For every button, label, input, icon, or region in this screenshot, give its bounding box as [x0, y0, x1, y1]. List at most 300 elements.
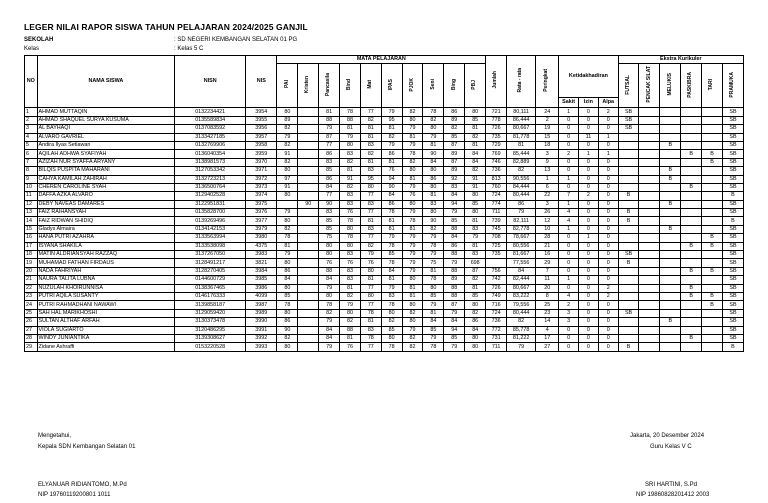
- grade-ipas-cell: 82: [381, 318, 402, 326]
- grade-ipas-cell: 79: [381, 234, 402, 242]
- row-no-cell: 6: [25, 150, 38, 158]
- pencak-silat-cell: [639, 301, 660, 309]
- header-izin: Izin: [579, 98, 599, 108]
- sakit-cell: 4: [559, 292, 579, 300]
- grade-bind-cell: 76: [340, 343, 361, 351]
- nis-cell: 3987: [246, 301, 277, 309]
- grade-pai-cell: 82: [277, 125, 298, 133]
- pramuka-cell: B: [722, 217, 743, 225]
- paskibra-cell: B: [681, 334, 702, 342]
- grade-pancasila-cell: 85: [319, 225, 340, 233]
- izin-cell: 0: [579, 251, 599, 259]
- melukis-cell: [660, 259, 681, 267]
- grade-pancasila-cell: 88: [319, 116, 340, 124]
- jumlah-cell: 726: [486, 284, 507, 292]
- grade-pjok-cell: 79: [402, 267, 423, 275]
- jumlah-cell: 724: [486, 309, 507, 317]
- izin-cell: 0: [579, 175, 599, 183]
- izin-cell: 11: [579, 133, 599, 141]
- rata-rata-cell: 85,444: [507, 150, 536, 158]
- melukis-cell: B: [660, 318, 681, 326]
- extra-label: PASKIBRA: [687, 71, 694, 98]
- peringkat-cell: 29: [536, 259, 559, 267]
- grade-bind-cell: 80: [340, 242, 361, 250]
- sakit-cell: 0: [559, 167, 579, 175]
- student-name-cell: Gladys Almaira: [37, 225, 175, 233]
- melukis-cell: [660, 284, 681, 292]
- header-extra: [618, 64, 639, 108]
- alpa-cell: 0: [598, 192, 618, 200]
- nisn-cell: 3127053342: [175, 167, 246, 175]
- melukis-cell: [660, 192, 681, 200]
- nisn-cell: 3129059420: [175, 309, 246, 317]
- table-row: [25, 133, 744, 141]
- pencak-silat-cell: [639, 116, 660, 124]
- grade-pai-cell: 82: [277, 225, 298, 233]
- grade-kristen-cell: [298, 292, 319, 300]
- rata-rata-cell: 77,556: [507, 259, 536, 267]
- nisn-cell: 0146176333: [175, 292, 246, 300]
- grade-pai-cell: 81: [277, 242, 298, 250]
- rata-rata-cell: 82,889: [507, 158, 536, 166]
- grade-seni-cell: 83: [423, 200, 444, 208]
- melukis-cell: B: [660, 167, 681, 175]
- futsal-cell: SB: [618, 309, 639, 317]
- futsal-cell: [618, 167, 639, 175]
- jumlah-cell: 735: [486, 133, 507, 141]
- rata-rata-cell: 86: [507, 200, 536, 208]
- table-row: [25, 225, 744, 233]
- extra-label: MELUKIS: [666, 73, 673, 96]
- row-no-cell: 11: [25, 192, 38, 200]
- grade-seni-cell: 78: [423, 242, 444, 250]
- jumlah-cell: 813: [486, 175, 507, 183]
- header-subject: [298, 64, 319, 108]
- alpa-cell: 0: [598, 251, 618, 259]
- grade-ipas-cell: 84: [381, 192, 402, 200]
- grade-kristen-cell: [298, 175, 319, 183]
- sakit-cell: 0: [559, 259, 579, 267]
- student-name-cell: NADA FAHRIYAH: [37, 267, 175, 275]
- jumlah-cell: 735: [486, 251, 507, 259]
- grade-pai-cell: 80: [277, 217, 298, 225]
- pramuka-cell: SB: [722, 225, 743, 233]
- alpa-cell: 0: [598, 309, 618, 317]
- row-no-cell: 3: [25, 125, 38, 133]
- izin-cell: 0: [579, 259, 599, 267]
- grade-bind-cell: 80: [340, 225, 361, 233]
- grade-ipas-cell: 81: [381, 276, 402, 284]
- melukis-cell: [660, 116, 681, 124]
- paskibra-cell: [681, 125, 702, 133]
- melukis-cell: [660, 133, 681, 141]
- rata-rata-cell: 82,111: [507, 217, 536, 225]
- pencak-silat-cell: [639, 125, 660, 133]
- alpa-cell: 0: [598, 200, 618, 208]
- tari-cell: [702, 125, 723, 133]
- sakit-cell: 0: [559, 334, 579, 342]
- izin-cell: 0: [579, 326, 599, 334]
- nisn-cell: 0132234421: [175, 108, 246, 116]
- table-row: [25, 158, 744, 166]
- grade-pjok-cell: 79: [402, 242, 423, 250]
- grade-mat-cell: 81: [360, 133, 381, 141]
- peringkat-cell: 6: [536, 183, 559, 191]
- grade-pjok-cell: 82: [402, 108, 423, 116]
- grade-mat-cell: 81: [360, 158, 381, 166]
- row-no-cell: 25: [25, 309, 38, 317]
- grade-bing-cell: 94: [444, 200, 465, 208]
- grade-pjok-cell: 81: [402, 225, 423, 233]
- grade-ipas-cell: 78: [381, 343, 402, 351]
- futsal-cell: B: [618, 192, 639, 200]
- nisn-cell: 3133563994: [175, 234, 246, 242]
- peringkat-cell: 26: [536, 209, 559, 217]
- alpa-cell: 0: [598, 141, 618, 149]
- peringkat-cell: 24: [536, 108, 559, 116]
- grade-bind-cell: 79: [340, 301, 361, 309]
- nis-cell: 3991: [246, 326, 277, 334]
- row-no-cell: 12: [25, 200, 38, 208]
- grade-ipas-cell: 81: [381, 158, 402, 166]
- header-subject: [423, 64, 444, 108]
- pramuka-cell: SB: [722, 108, 743, 116]
- grade-mat-cell: 81: [360, 217, 381, 225]
- pramuka-cell: SB: [722, 284, 743, 292]
- nis-cell: 3980: [246, 234, 277, 242]
- pramuka-cell: SB: [722, 318, 743, 326]
- student-name-cell: AHMAD SHAQUEL SURYA KUSUMA: [37, 116, 175, 124]
- jumlah-cell: 711: [486, 343, 507, 351]
- grade-kristen-cell: [298, 133, 319, 141]
- header-subject: [402, 64, 423, 108]
- grade-pai-cell: 78: [277, 301, 298, 309]
- peringkat-cell: 16: [536, 251, 559, 259]
- grade-seni-cell: 90: [423, 150, 444, 158]
- grade-kristen-cell: [298, 326, 319, 334]
- pencak-silat-cell: [639, 175, 660, 183]
- student-name-cell: AQILAH ADHWA SYAFIYAH: [37, 150, 175, 158]
- grade-bind-cell: 78: [340, 234, 361, 242]
- tari-cell: [702, 141, 723, 149]
- grade-kristen-cell: [298, 192, 319, 200]
- paskibra-cell: [681, 192, 702, 200]
- grade-pjok-cell: 80: [402, 301, 423, 309]
- grade-ipas-cell: 81: [381, 225, 402, 233]
- jumlah-cell: 725: [486, 242, 507, 250]
- grade-ipas-cell: 84: [381, 267, 402, 275]
- grade-pai-cell: 78: [277, 234, 298, 242]
- table-row: [25, 234, 744, 242]
- grade-mat-cell: 81: [360, 318, 381, 326]
- grade-mat-cell: 83: [360, 225, 381, 233]
- grade-pancasila-cell: 87: [319, 133, 340, 141]
- grade-pjok-cell: 80: [402, 167, 423, 175]
- grade-mat-cell: 76: [360, 259, 381, 267]
- izin-cell: 0: [579, 292, 599, 300]
- izin-cell: 0: [579, 267, 599, 275]
- header-rata-label: Rata - rata: [517, 67, 524, 93]
- futsal-cell: [618, 292, 639, 300]
- row-no-cell: 5: [25, 141, 38, 149]
- nis-cell: 3973: [246, 183, 277, 191]
- grade-seni-cell: 79: [423, 251, 444, 259]
- grade-pjok-cell: 81: [402, 175, 423, 183]
- pencak-silat-cell: [639, 343, 660, 351]
- peringkat-cell: 17: [536, 334, 559, 342]
- nis-cell: 3972: [246, 175, 277, 183]
- grade-bing-cell: 94: [444, 326, 465, 334]
- grade-bind-cell: 76: [340, 259, 361, 267]
- futsal-cell: [618, 334, 639, 342]
- peringkat-cell: 19: [536, 125, 559, 133]
- izin-cell: 0: [579, 108, 599, 116]
- grade-pancasila-cell: 80: [319, 242, 340, 250]
- tari-cell: [702, 133, 723, 141]
- izin-cell: 0: [579, 125, 599, 133]
- grade-mat-cell: 77: [360, 284, 381, 292]
- futsal-cell: [618, 234, 639, 242]
- grade-mat-cell: 81: [360, 276, 381, 284]
- grade-kristen-cell: [298, 234, 319, 242]
- tari-cell: [702, 192, 723, 200]
- grade-ipas-cell: 79: [381, 141, 402, 149]
- grade-pjok-cell: 79: [402, 234, 423, 242]
- student-name-cell: DEBY NAVEAS DAMARES: [37, 200, 175, 208]
- header-extra: [660, 64, 681, 108]
- grade-table: [24, 55, 744, 352]
- alpa-cell: 2: [598, 292, 618, 300]
- grade-pjok-cell: 81: [402, 133, 423, 141]
- student-name-cell: SULTAN ALTHAF ARFAH: [37, 318, 175, 326]
- table-row: [25, 141, 744, 149]
- pramuka-cell: SB: [722, 125, 743, 133]
- pencak-silat-cell: [639, 267, 660, 275]
- pencak-silat-cell: [639, 284, 660, 292]
- futsal-cell: [618, 318, 639, 326]
- nis-cell: 3986: [246, 284, 277, 292]
- grade-pai-cell: 86: [277, 267, 298, 275]
- grade-seni-cell: 86: [423, 175, 444, 183]
- jumlah-cell: 756: [486, 267, 507, 275]
- pramuka-cell: SB: [722, 200, 743, 208]
- nis-cell: 3959: [246, 150, 277, 158]
- nisn-cell: 3138981573: [175, 158, 246, 166]
- grade-kristen-cell: [298, 318, 319, 326]
- row-no-cell: 27: [25, 326, 38, 334]
- grade-bind-cell: 82: [340, 183, 361, 191]
- pramuka-cell: SB: [722, 175, 743, 183]
- pramuka-cell: SB: [722, 167, 743, 175]
- jumlah-cell: 772: [486, 326, 507, 334]
- futsal-cell: SB: [618, 108, 639, 116]
- grade-bing-cell: 88: [444, 251, 465, 259]
- grade-ipas-cell: 81: [381, 217, 402, 225]
- jumlah-cell: 746: [486, 158, 507, 166]
- nisn-cell: 0136040354: [175, 150, 246, 158]
- nisn-cell: 3128270405: [175, 267, 246, 275]
- grade-bind-cell: 76: [340, 209, 361, 217]
- futsal-cell: [618, 150, 639, 158]
- grade-pbj-cell: 85: [465, 116, 486, 124]
- nisn-cell: 3139858187: [175, 301, 246, 309]
- grade-pancasila-cell: 90: [319, 200, 340, 208]
- grade-kristen-cell: [298, 267, 319, 275]
- student-name-cell: HANA PUTRI AZAHRA: [37, 234, 175, 242]
- row-no-cell: 14: [25, 217, 38, 225]
- pramuka-cell: SB: [722, 209, 743, 217]
- student-name-cell: PUTRI AQILA SUSANTY: [37, 292, 175, 300]
- header-extra: [722, 64, 743, 108]
- nis-cell: 3976: [246, 209, 277, 217]
- pencak-silat-cell: [639, 158, 660, 166]
- pencak-silat-cell: [639, 133, 660, 141]
- grade-mat-cell: 95: [360, 175, 381, 183]
- grade-kristen-cell: [298, 301, 319, 309]
- grade-bind-cell: 78: [340, 217, 361, 225]
- paskibra-cell: B: [681, 267, 702, 275]
- grade-seni-cell: 78: [423, 276, 444, 284]
- grade-pbj-cell: 84: [465, 326, 486, 334]
- rata-rata-cell: 90,556: [507, 175, 536, 183]
- grade-pai-cell: 91: [277, 150, 298, 158]
- peringkat-cell: 3: [536, 150, 559, 158]
- grade-pancasila-cell: 86: [319, 150, 340, 158]
- izin-cell: 0: [579, 309, 599, 317]
- guru-nip: NIP 19860828201412 2003: [636, 492, 710, 498]
- paskibra-cell: [681, 175, 702, 183]
- grade-ipas-cell: 90: [381, 183, 402, 191]
- grade-kristen-cell: [298, 259, 319, 267]
- row-no-cell: 17: [25, 242, 38, 250]
- grade-ipas-cell: 79: [381, 284, 402, 292]
- header-subject: [465, 64, 486, 108]
- peringkat-cell: 15: [536, 133, 559, 141]
- grade-pjok-cell: 82: [402, 334, 423, 342]
- grade-pjok-cell: 76: [402, 192, 423, 200]
- nis-cell: 3992: [246, 334, 277, 342]
- grade-pai-cell: 80: [277, 192, 298, 200]
- grade-pai-cell: 85: [277, 292, 298, 300]
- sakit-cell: 0: [559, 242, 579, 250]
- grade-pbj-cell: 81: [465, 284, 486, 292]
- student-name-cell: MUHAMAD FATHAN FIRDAUS: [37, 259, 175, 267]
- pramuka-cell: B: [722, 343, 743, 351]
- grade-seni-cell: 85: [423, 326, 444, 334]
- rata-rata-cell: 84,444: [507, 183, 536, 191]
- grade-seni-cell: 80: [423, 209, 444, 217]
- melukis-cell: B: [660, 175, 681, 183]
- rata-rata-cell: 84: [507, 267, 536, 275]
- melukis-cell: [660, 301, 681, 309]
- table-row: [25, 259, 744, 267]
- nis-cell: 3974: [246, 192, 277, 200]
- nisn-cell: 3122951831: [175, 200, 246, 208]
- grade-mat-cell: 82: [360, 242, 381, 250]
- grade-pjok-cell: 82: [402, 343, 423, 351]
- grade-kristen-cell: [298, 167, 319, 175]
- melukis-cell: [660, 326, 681, 334]
- peringkat-cell: 9: [536, 158, 559, 166]
- pramuka-cell: SB: [722, 183, 743, 191]
- grade-pancasila-cell: 83: [319, 158, 340, 166]
- grade-ipas-cell: 83: [381, 292, 402, 300]
- alpa-cell: 0: [598, 326, 618, 334]
- nis-cell: 3821: [246, 259, 277, 267]
- table-row: [25, 267, 744, 275]
- grade-mat-cell: 78: [360, 309, 381, 317]
- pramuka-cell: SB: [722, 234, 743, 242]
- pramuka-cell: SB: [722, 150, 743, 158]
- pencak-silat-cell: [639, 292, 660, 300]
- paskibra-cell: [681, 108, 702, 116]
- grade-seni-cell: 81: [423, 309, 444, 317]
- header-subject: [444, 64, 465, 108]
- izin-cell: 0: [579, 276, 599, 284]
- grade-pancasila-cell: 77: [319, 141, 340, 149]
- sakit-cell: 3: [559, 318, 579, 326]
- student-name-cell: BILQIS PUSPITA MAHARANI: [37, 167, 175, 175]
- grade-bind-cell: 88: [340, 326, 361, 334]
- nis-cell: 4375: [246, 242, 277, 250]
- izin-cell: 0: [579, 183, 599, 191]
- alpa-cell: 0: [598, 259, 618, 267]
- nis-cell: 3979: [246, 225, 277, 233]
- grade-kristen-cell: [298, 125, 319, 133]
- grade-pbj-cell: 80: [465, 108, 486, 116]
- grade-kristen-cell: [298, 343, 319, 351]
- subject-label: Pancasila: [325, 72, 332, 96]
- sakit-cell: 0: [559, 183, 579, 191]
- pencak-silat-cell: [639, 334, 660, 342]
- futsal-cell: [618, 183, 639, 191]
- alpa-cell: 1: [598, 133, 618, 141]
- futsal-cell: [618, 326, 639, 334]
- grade-bind-cell: 81: [340, 167, 361, 175]
- futsal-cell: [618, 158, 639, 166]
- grade-pai-cell: 90: [277, 326, 298, 334]
- melukis-cell: [660, 242, 681, 250]
- grade-pbj-cell: 86: [465, 318, 486, 326]
- grade-pancasila-cell: 79: [319, 284, 340, 292]
- grade-pai-cell: 80: [277, 309, 298, 317]
- grade-bind-cell: 79: [340, 133, 361, 141]
- pencak-silat-cell: [639, 276, 660, 284]
- table-row: [25, 343, 744, 351]
- grade-kristen-cell: [298, 158, 319, 166]
- futsal-cell: [618, 133, 639, 141]
- alpa-cell: 0: [598, 242, 618, 250]
- grade-seni-cell: 81: [423, 192, 444, 200]
- student-name-cell: FAIZ RIDWAN SHIDIQ: [37, 217, 175, 225]
- grade-bing-cell: 79: [444, 209, 465, 217]
- peringkat-cell: 22: [536, 192, 559, 200]
- grade-pbj-cell: 82: [465, 133, 486, 141]
- nisn-cell: 0153220528: [175, 343, 246, 351]
- grade-pancasila-cell: 82: [319, 309, 340, 317]
- grade-mat-cell: 77: [360, 343, 381, 351]
- grade-bind-cell: 81: [340, 284, 361, 292]
- paskibra-cell: [681, 276, 702, 284]
- pencak-silat-cell: [639, 183, 660, 191]
- pramuka-cell: B: [722, 192, 743, 200]
- grade-mat-cell: 80: [360, 267, 381, 275]
- pramuka-cell: SB: [722, 276, 743, 284]
- grade-bing-cell: 89: [444, 150, 465, 158]
- nis-cell: 3956: [246, 125, 277, 133]
- pencak-silat-cell: [639, 318, 660, 326]
- futsal-cell: SB: [618, 251, 639, 259]
